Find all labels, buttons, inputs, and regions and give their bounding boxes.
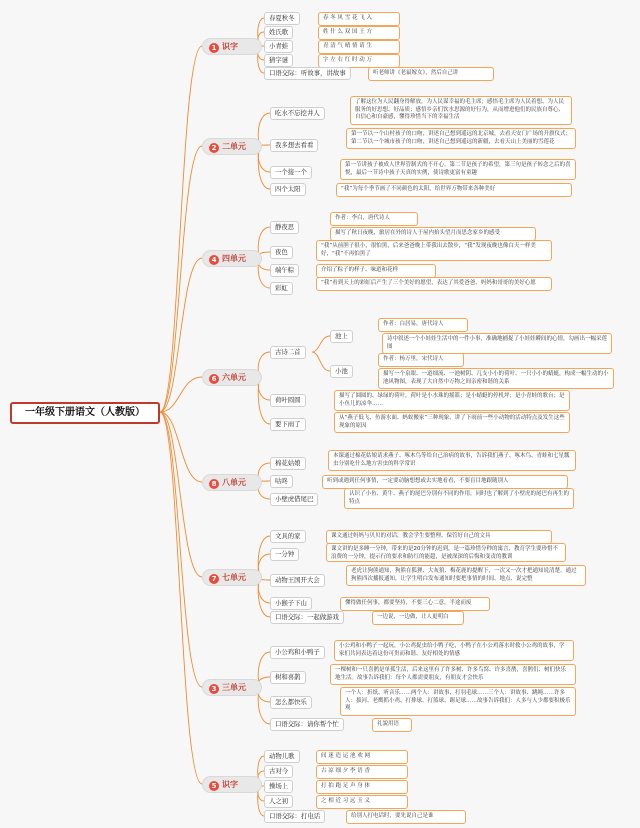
unit-4-node[interactable] (202, 250, 262, 267)
unit-1-node[interactable] (202, 38, 262, 55)
subtopic-node[interactable]: 小公鸡和小鸭子 (270, 646, 325, 659)
subtopic-node[interactable]: 小猴子下山 (270, 597, 312, 610)
leaf-node: 作者：李白，唐代诗人 (330, 212, 418, 226)
unit-label: 八单元 (222, 478, 246, 487)
leaf-node: “我”从前胆子很小，很怕黑，后来爸爸晚上带我出去散步，“我”发现夜晚也像白天一样美好，“我”不再怕黑了 (316, 240, 552, 261)
subtopic-node[interactable]: 操场上 (264, 780, 293, 793)
leaf-node: 作者：杨万里，宋代诗人 (378, 353, 464, 367)
subtopic-node[interactable]: 人之初 (264, 795, 293, 808)
leaf-node: 字 左 右 红 时 动 万 (318, 54, 400, 68)
subtopic-node[interactable]: 古对今 (264, 765, 293, 778)
subtopic-node[interactable]: 姓氏歌 (264, 26, 293, 39)
leaf-node: 作者：白居易，唐代诗人 (378, 318, 468, 332)
leaf-node: 小公鸡和小鸭子一起玩，小公鸡捉虫给小鸭子吃，小鸭子在小公鸡落水时救小公鸡的故事，学家们共同表达着这份可贵而和谐、友好相处的情感 (334, 640, 574, 661)
subtopic-node[interactable]: 动物王国开大会 (270, 574, 325, 587)
subtopic-node[interactable]: 静夜思 (270, 221, 299, 234)
unit-label: 识字 (222, 42, 238, 51)
subtopic-node[interactable]: 小青蛙 (264, 40, 293, 53)
subtopic-node[interactable]: 咕咚 (270, 475, 293, 488)
subtopic-node[interactable]: 棉花姑娘 (270, 457, 306, 470)
subtopic-node[interactable]: 荷叶圆圆 (270, 394, 306, 407)
subtopic-node[interactable]: 端午粽 (270, 264, 299, 277)
subtopic-node[interactable]: 古诗二首 (270, 346, 306, 359)
number-icon: 1 (209, 43, 219, 53)
unit-label: 识字 (222, 780, 238, 789)
subtopic-node[interactable]: 彩虹 (270, 282, 293, 295)
number-icon: 5 (209, 781, 219, 791)
subtopic-node[interactable]: 口语交际：请你帮个忙 (270, 718, 344, 731)
subtopic-node[interactable]: 口语交际：听故事，讲故事 (264, 67, 351, 80)
leaf-node: 课文通过妈妈与贝贝的对话，教会学生要整理、保管好自己的文具 (326, 530, 552, 544)
leaf-node: 本课通过棉花姑娘请求燕子、啄木鸟等给自己治病的故事，告诉我们燕子、啄木鸟、青蛙和七星瓢虫分别吃什么地方害虫的科学常识 (328, 450, 576, 471)
leaf-node: 春 冬 风 雪 花 飞 入 (318, 12, 400, 26)
leaf-node: 听到或遇到任何事情，一定要动脑想想或去实地看看，不要盲目地跟随别人 (322, 475, 568, 489)
unit-8-node[interactable] (202, 474, 262, 491)
unit-5-node[interactable] (202, 776, 262, 793)
subtopic-node[interactable]: 要下雨了 (270, 418, 306, 431)
leaf-node: 一边说，一边做，让人更明白 (372, 611, 464, 625)
leaf-node: 第一节以一个山村孩子的口吻，讲述自己想到遥远的北京城，去看天安门广场的升旗仪式；第二节以一个城市孩子的口吻，讲述自己想到遥远的新疆，去看天山上美丽的雪莲花 (346, 128, 576, 149)
leaf-node: 礼貌用语 (372, 718, 412, 732)
subtopic-node[interactable]: 猜字谜 (264, 54, 293, 67)
number-icon: 8 (209, 479, 219, 489)
unit-label: 二单元 (222, 142, 246, 151)
unit-2-node[interactable] (202, 138, 262, 155)
leaf-node: “我”看到天上的彩虹后产生了三个美好的愿望，表达了其爱爸爸、妈妈和哥哥的美好心愿 (316, 277, 552, 291)
subtopic-node[interactable]: 文具的家 (270, 530, 306, 543)
leaf-node: 描写一个泉眼、一道细流、一池树阴、几支小小的荷叶、一只小小的蜻蜓，构成一幅生动的小池风物图，表现了大自然中万物之间亲密和谐的关系 (378, 368, 614, 389)
leaf-node: 古 凉 细 夕 李 语 香 (316, 765, 408, 779)
leaf-node: 间 迷 造 运 池 欢 网 (316, 750, 408, 764)
leaf-node: 第一节讲孩子被成人世界管制式的不开心。第二节是孩子的希望，第三句是孩子转念之后的喜悦，最后一节诗中孩子天真的实例，使诗歌更富有童趣 (340, 159, 576, 180)
unit-3-node[interactable] (202, 679, 262, 696)
subtopic-node[interactable]: 夜色 (270, 246, 293, 259)
number-icon: 2 (209, 143, 219, 153)
unit-label: 七单元 (222, 573, 246, 582)
subtopic-node[interactable]: 我多想去看看 (270, 139, 318, 152)
subtopic-node[interactable]: 怎么都快乐 (270, 696, 312, 709)
leaf-node: 听老师讲《老鼠嫁女》，然后自己讲 (368, 67, 494, 81)
leaf-node: “我”为每个季节画了不同颜色的太阳，给世界万物带来各种美好 (336, 183, 572, 197)
poem-node[interactable]: 小池 (330, 365, 353, 378)
leaf-node: 姓 什 么 双 国 王 方 (318, 26, 400, 40)
number-icon: 6 (209, 374, 219, 384)
unit-label: 六单元 (222, 373, 246, 382)
root-node: 一年级下册语文（人教版） (10, 402, 160, 424)
number-icon: 3 (209, 684, 219, 694)
leaf-node: 描写了秋日夜晚，旅居在外的诗人于屋内抬头望月而思念家乡的感受 (330, 227, 536, 241)
leaf-node: 描写了圆圆的、绿绿的荷叶，荷叶是小水珠的摇篮；是小蜻蜓的停机坪；是小青蛙的歌台；是小鱼儿的凉伞…… (334, 390, 570, 411)
number-icon: 4 (209, 255, 219, 265)
leaf-node: 认识了小鱼、黄牛、燕子的尾巴分别有不同的作用，同时也了解到了小壁虎的尾巴有再生的特点 (344, 488, 574, 509)
leaf-node: 之 相 近 习 远 玉 义 (316, 795, 408, 809)
subtopic-node[interactable]: 树和喜鹊 (270, 671, 306, 684)
leaf-node: 青 清 气 晴 情 请 生 (318, 40, 400, 54)
subtopic-node[interactable]: 一个接一个 (270, 166, 312, 179)
unit-7-node[interactable] (202, 569, 262, 586)
subtopic-node[interactable]: 吃水不忘挖井人 (270, 107, 325, 120)
leaf-node: 了解这位为人民翻身得解放，为人民谋幸福的毛主席；感悟毛主席为人民着想、为人民服务的好思想、好品质；感悟乡亲们饮水思源的好行为，从而增进他们的民族自尊心、自信心和自豪感，懂得珍惜当下的幸福生活 (350, 96, 572, 125)
poem-node[interactable]: 池上 (330, 330, 353, 343)
leaf-node: 打 拍 跑 足 声 身 体 (316, 780, 408, 794)
subtopic-node[interactable]: 口语交际：一起做游戏 (270, 611, 344, 624)
leaf-node: 一个人：折纸、听音乐……两个人：讲故事、打羽毛球……三个人：讲故事、跳绳……许多人：拔河、老鹰抓小鸡、打排球、打篮球、踢足球……故事告诉我们：人多与人少都要积极乐观 (340, 687, 576, 716)
subtopic-node[interactable]: 动物儿歌 (264, 750, 300, 763)
subtopic-node[interactable]: 四个太阳 (270, 183, 306, 196)
leaf-node: 懂得做任何事，都要坚持，不要三心二意，半途而废 (340, 597, 490, 611)
leaf-node: 老虎让狗熊通知，狗熊在狐狸、大灰狼、梅花鹿的提醒下，一次又一次才把通知说清楚。通过狗熊四次播报通知，让学生明白发布通知时要把事情的时间、地点、说完整 (346, 565, 586, 586)
subtopic-node[interactable]: 小壁虎借尾巴 (270, 493, 318, 506)
unit-6-node[interactable] (202, 369, 262, 386)
subtopic-node[interactable]: 一分钟 (270, 548, 299, 561)
leaf-node: 从“燕子低飞、鱼游水面、蚂蚁搬家”三种现象，讲了下雨前一些小动物的活动特点及发生这些现象的原因 (334, 412, 570, 433)
subtopic-node[interactable]: 春夏秋冬 (264, 12, 300, 25)
subtopic-node[interactable]: 口语交际：打电话 (264, 810, 325, 823)
unit-label: 三单元 (222, 683, 246, 692)
leaf-node: 一棵树和一只喜鹊是单孤生活，后来这里有了许多树、许多鸟窝、许多喜鹊，喜鹊们、树们快乐地生活。故事告诉我们：每个人都需要朋友，有朋友才会快乐 (330, 664, 576, 685)
leaf-node: 介绍了粽子的样子、味道和花样 (316, 264, 436, 278)
number-icon: 7 (209, 574, 219, 584)
unit-label: 四单元 (222, 254, 246, 263)
leaf-node: 课文讲的是多睡一分钟，带来的是20分钟的迟到，是一篇珍惜分秒的寓言，教育学生要珍惜不浪费的一分钟，提示行的要求和防红的能超，是被深深的后悔和变责的教训 (326, 543, 566, 562)
leaf-node: 给别人打电话时，要先说自己是谁 (346, 810, 466, 824)
leaf-node: 诗中叙述一个小娃娃生活中的一件小事，准确地捕捉了小娃娃瞬间的心情，勾画出一幅采莲图 (382, 333, 612, 354)
